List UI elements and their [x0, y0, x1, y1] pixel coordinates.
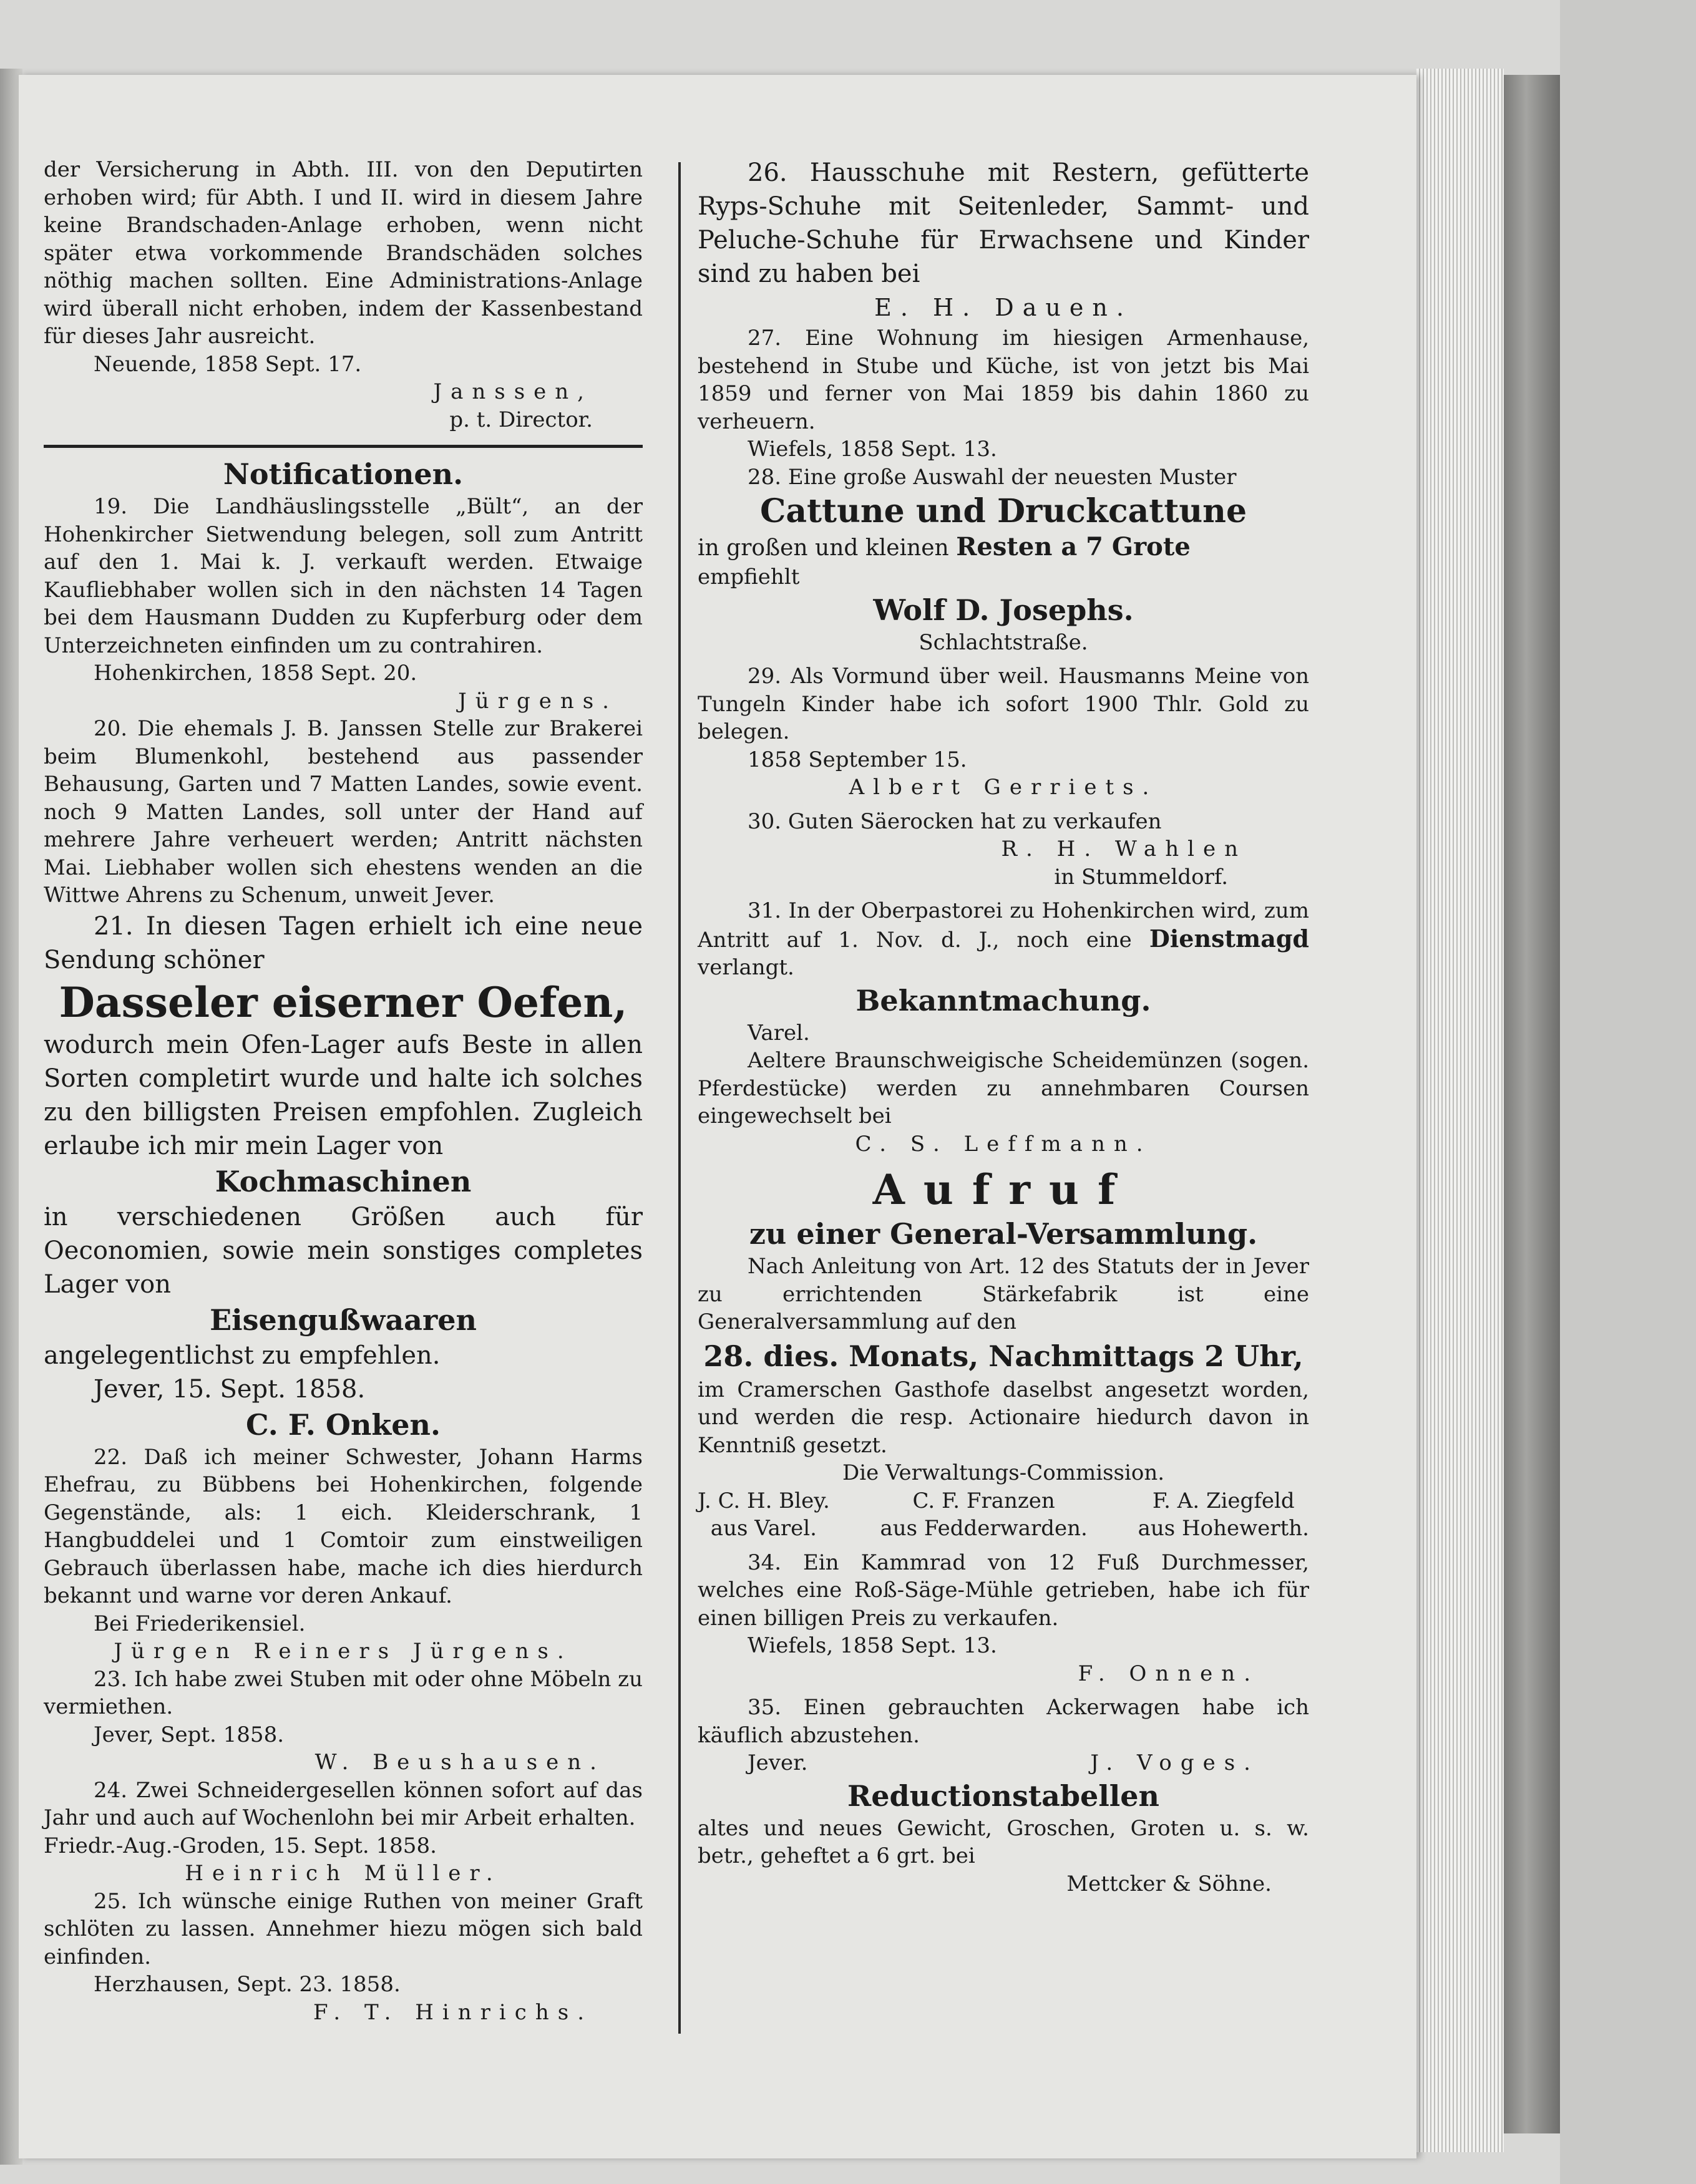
- notice-31-text: 31. In der Oberpastorei zu Hohenkirchen wird, zum Antritt auf 1. Nov. d. J., noch eine: [698, 898, 1309, 953]
- notice-31-dienstmagd: Dienstmagd: [1149, 924, 1309, 953]
- intro-signature: Janssen,: [433, 379, 593, 404]
- notice-21-date: Jever, 15. Sept. 1858.: [94, 1374, 366, 1404]
- notice-35-place: Jever.: [748, 1750, 808, 1775]
- bekanntmachung-title: Bekanntmachung.: [855, 983, 1151, 1017]
- spacer: [698, 1687, 1309, 1694]
- notice-27-date: Wiefels, 1858 Sept. 13.: [748, 437, 997, 462]
- notice-23-signature: W. Beushausen.: [314, 1750, 605, 1775]
- signature-place: aus Fedderwarden.: [880, 1516, 1088, 1541]
- notice-34: 34. Ein Kammrad von 12 Fuß Durchmesser, welches eine Roß-Säge-Mühle getrieben, habe ich für einen billigen Preis zu verkaufen.: [698, 1550, 1309, 1631]
- spacer: [698, 1543, 1309, 1549]
- notice-31: [698, 897, 1309, 982]
- signature-name: C. F. Franzen: [912, 1488, 1055, 1513]
- notice-21-signature: C. F. Onken.: [245, 1407, 441, 1442]
- notice-29-date: 1858 September 15.: [748, 747, 967, 772]
- intro-signature-title: p. t. Director.: [449, 407, 593, 432]
- notice-21-intro: 21. In diesen Tagen erhielt ich eine neue Sendung schöner: [44, 911, 643, 974]
- signature-block: [698, 1487, 830, 1543]
- page-stack-edges: [1416, 69, 1504, 2152]
- notice-21-body: wodurch mein Ofen-Lager aufs Beste in allen Sorten completirt wurde und halte ich solches zu den billigsten Preisen empfohlen. Zugleich erlaube ich mir mein Lager von: [44, 1030, 643, 1160]
- notice-21-kochmaschinen: Kochmaschinen: [215, 1164, 472, 1198]
- notice-20: 20. Die ehemals J. B. Janssen Stelle zur Brakerei beim Blumenkohl, bestehend aus passender Behausung, Garten und 7 Matten Landes, sowie event. noch 9 Matten Landes, soll unter der Hand auf mehrere Jahre verheuert werden; Antritt nächsten Mai. Liebhaber wollen sich ehestens wenden an die Wittwe Ahrens zu Schenum, unweit Jever.: [44, 716, 643, 908]
- notice-35: 35. Einen gebrauchten Ackerwagen habe ich käuflich abzustehen.: [698, 1695, 1309, 1748]
- signature-place: aus Hohewerth.: [1138, 1516, 1309, 1541]
- aufruf-title: Aufruf: [872, 1165, 1134, 1214]
- reductionstabellen-title: Reductionstabellen: [847, 1779, 1159, 1813]
- signature-name: J. C. H. Bley.: [698, 1488, 830, 1513]
- notice-34-signature: F. Onnen.: [1078, 1661, 1259, 1686]
- notice-28-street: Schlachtstraße.: [919, 629, 1088, 655]
- book-binding: [1504, 75, 1560, 2133]
- reductionstabellen-text: altes und neues Gewicht, Groschen, Groten u. s. w. betr., geheftet a 6 grt. bei: [698, 1815, 1309, 1868]
- reductionstabellen-signature: Mettcker & Söhne.: [1066, 1871, 1272, 1896]
- signature-block: [1138, 1487, 1309, 1543]
- notice-25-date: Herzhausen, Sept. 23. 1858.: [94, 1972, 401, 1997]
- intro-text: der Versicherung in Abth. III. von den Deputirten erhoben wird; für Abth. I und II. wird in diesem Jahre keine Brandschaden-Anlage erhoben, wenn nicht später etwa vorkommende Brandschäden solches nöthig machen sollten. Eine Administrations-Anlage wird überall nicht erhoben, indem der Kassenbestand für dieses Jahr ausreicht.: [44, 157, 643, 349]
- notice-35-footer: [698, 1749, 1309, 1777]
- aufruf-subtitle: zu einer General-Versammlung.: [749, 1217, 1258, 1251]
- notice-19-date: Hohenkirchen, 1858 Sept. 20.: [94, 661, 417, 686]
- scan-background: [1560, 0, 1696, 2184]
- notice-19-signature: Jürgens.: [458, 688, 618, 714]
- aufruf-signatures: [698, 1487, 1309, 1543]
- column-divider: [678, 162, 681, 2034]
- notice-24: 24. Zwei Schneidergesellen können sofort auf das Jahr und auch auf Wochenlohn bei mir Arbeit erhalten.: [44, 1777, 643, 1830]
- notice-24-signature: Heinrich Müller.: [185, 1861, 502, 1886]
- aufruf-text: Nach Anleitung von Art. 12 des Statuts der in Jever zu errichtenden Stärkefabrik ist eine Generalversammlung auf den: [698, 1254, 1309, 1334]
- notice-23-date: Jever, Sept. 1858.: [94, 1722, 285, 1747]
- intro-date: Neuende, 1858 Sept. 17.: [94, 351, 362, 377]
- right-column: [698, 156, 1309, 1898]
- notice-35-signature: J. Voges.: [1090, 1750, 1259, 1775]
- notice-28-reste: Resten a 7 Grote: [956, 532, 1191, 561]
- notice-21-headline: Dasseler eiserner Oefen,: [59, 978, 628, 1027]
- notice-23: 23. Ich habe zwei Stuben mit oder ohne Möbeln zu vermiethen.: [44, 1666, 643, 1719]
- notice-34-date: Wiefels, 1858 Sept. 13.: [748, 1633, 997, 1658]
- signature-name: F. A. Ziegfeld: [1152, 1488, 1295, 1513]
- signature-place: aus Varel.: [710, 1516, 817, 1541]
- section-title: Notificationen.: [223, 457, 464, 491]
- bekanntmachung-place: Varel.: [748, 1020, 810, 1046]
- notice-24-date: Friedr.-Aug.-Groden, 15. Sept. 1858.: [44, 1833, 437, 1858]
- notice-30: 30. Guten Säerocken hat zu verkaufen: [748, 808, 1162, 834]
- notice-28-intro: 28. Eine große Auswahl der neuesten Muster: [748, 464, 1237, 490]
- notice-22-place: Bei Friederikensiel.: [94, 1611, 306, 1636]
- aufruf-text-2: im Cramerschen Gasthofe daselbst angesetzt worden, und werden die resp. Actionaire hiedurch davon in Kenntniß gesetzt.: [698, 1377, 1309, 1458]
- notice-25-signature: F. T. Hinrichs.: [313, 1999, 593, 2025]
- notice-26: 26. Hausschuhe mit Restern, gefütterte Ryps-Schuhe mit Seitenleder, Sammt- und Peluche-Schuhe für Erwachsene und Kinder sind zu haben bei: [698, 158, 1309, 288]
- notice-28-signature: Wolf D. Josephs.: [873, 593, 1134, 627]
- spacer: [698, 656, 1309, 662]
- bekanntmachung-text: Aeltere Braunschweigische Scheidemünzen (sogen. Pferdestücke) werden zu annehmbaren Coursen eingewechselt bei: [698, 1048, 1309, 1128]
- notice-30-signature: R. H. Wahlen: [1001, 837, 1247, 861]
- notice-26-signature: E. H. Dauen.: [874, 294, 1133, 321]
- left-column: [44, 156, 643, 2026]
- notice-21-eisengusswaaren: Eisengußwaaren: [210, 1303, 477, 1337]
- notice-22-signature: Jürgen Reiners Jürgens.: [114, 1639, 573, 1664]
- notice-22: 22. Daß ich meiner Schwester, Johann Harms Ehefrau, zu Bübbens bei Hohenkirchen, folgende Gegenstände, als: 1 eich. Kleiderschrank, 1 Hangbuddelei und 1 Comtoir zum einstweiligen Gebrauch überlassen habe, mache ich dies hierdurch bekannt und warne vor deren Ankauf.: [44, 1444, 643, 1608]
- notice-29-signature: Albert Gerriets.: [849, 775, 1158, 800]
- section-rule: [44, 445, 643, 448]
- aufruf-date: 28. dies. Monats, Nachmittags 2 Uhr,: [703, 1339, 1304, 1373]
- notice-28-empfiehlt: empfiehlt: [698, 565, 800, 590]
- notice-28-text: in großen und kleinen: [698, 535, 949, 561]
- spacer: [698, 802, 1309, 808]
- bekanntmachung-signature: C. S. Leffmann.: [855, 1131, 1152, 1157]
- notice-25: 25. Ich wünsche einige Ruthen von meiner Graft schlöten zu lassen. Annehmer hiezu mögen sich bald einfinden.: [44, 1888, 643, 1969]
- notice-29: 29. Als Vormund über weil. Hausmanns Meine von Tungeln Kinder habe ich sofort 1900 Thlr. Gold zu belegen.: [698, 664, 1309, 744]
- notice-28-headline: Cattune und Druckcattune: [759, 492, 1247, 530]
- aufruf-commission: Die Verwaltungs-Commission.: [842, 1460, 1165, 1485]
- notice-21-body-3: angelegentlichst zu empfehlen.: [44, 1341, 441, 1370]
- spacer: [698, 891, 1309, 897]
- notice-28-line: [698, 532, 1309, 563]
- notice-21-body-2: in verschiedenen Größen auch für Oeconomien, sowie mein sonstiges completes Lager von: [44, 1202, 643, 1299]
- notice-31-verlangt: verlangt.: [698, 955, 794, 980]
- notice-27: 27. Eine Wohnung im hiesigen Armenhause, bestehend in Stube und Küche, ist von jetzt bis Mai 1859 und ferner von Mai 1859 bis dahin 1860 zu verheuern.: [698, 326, 1309, 434]
- spacer: [698, 1158, 1309, 1164]
- notice-19: 19. Die Landhäuslingsstelle „Bült“, an der Hohenkircher Sietwendung belegen, soll zum Antritt auf den 1. Mai k. J. verkauft werden. Etwaige Kaufliebhaber wollen sich in den nächsten 14 Tagen bei dem Hausmann Dudden zu Kupferburg oder dem Unterzeichneten einfinden um zu contrahiren.: [44, 494, 643, 658]
- notice-30-place: in Stummeldorf.: [1054, 864, 1228, 890]
- signature-block: [880, 1487, 1087, 1543]
